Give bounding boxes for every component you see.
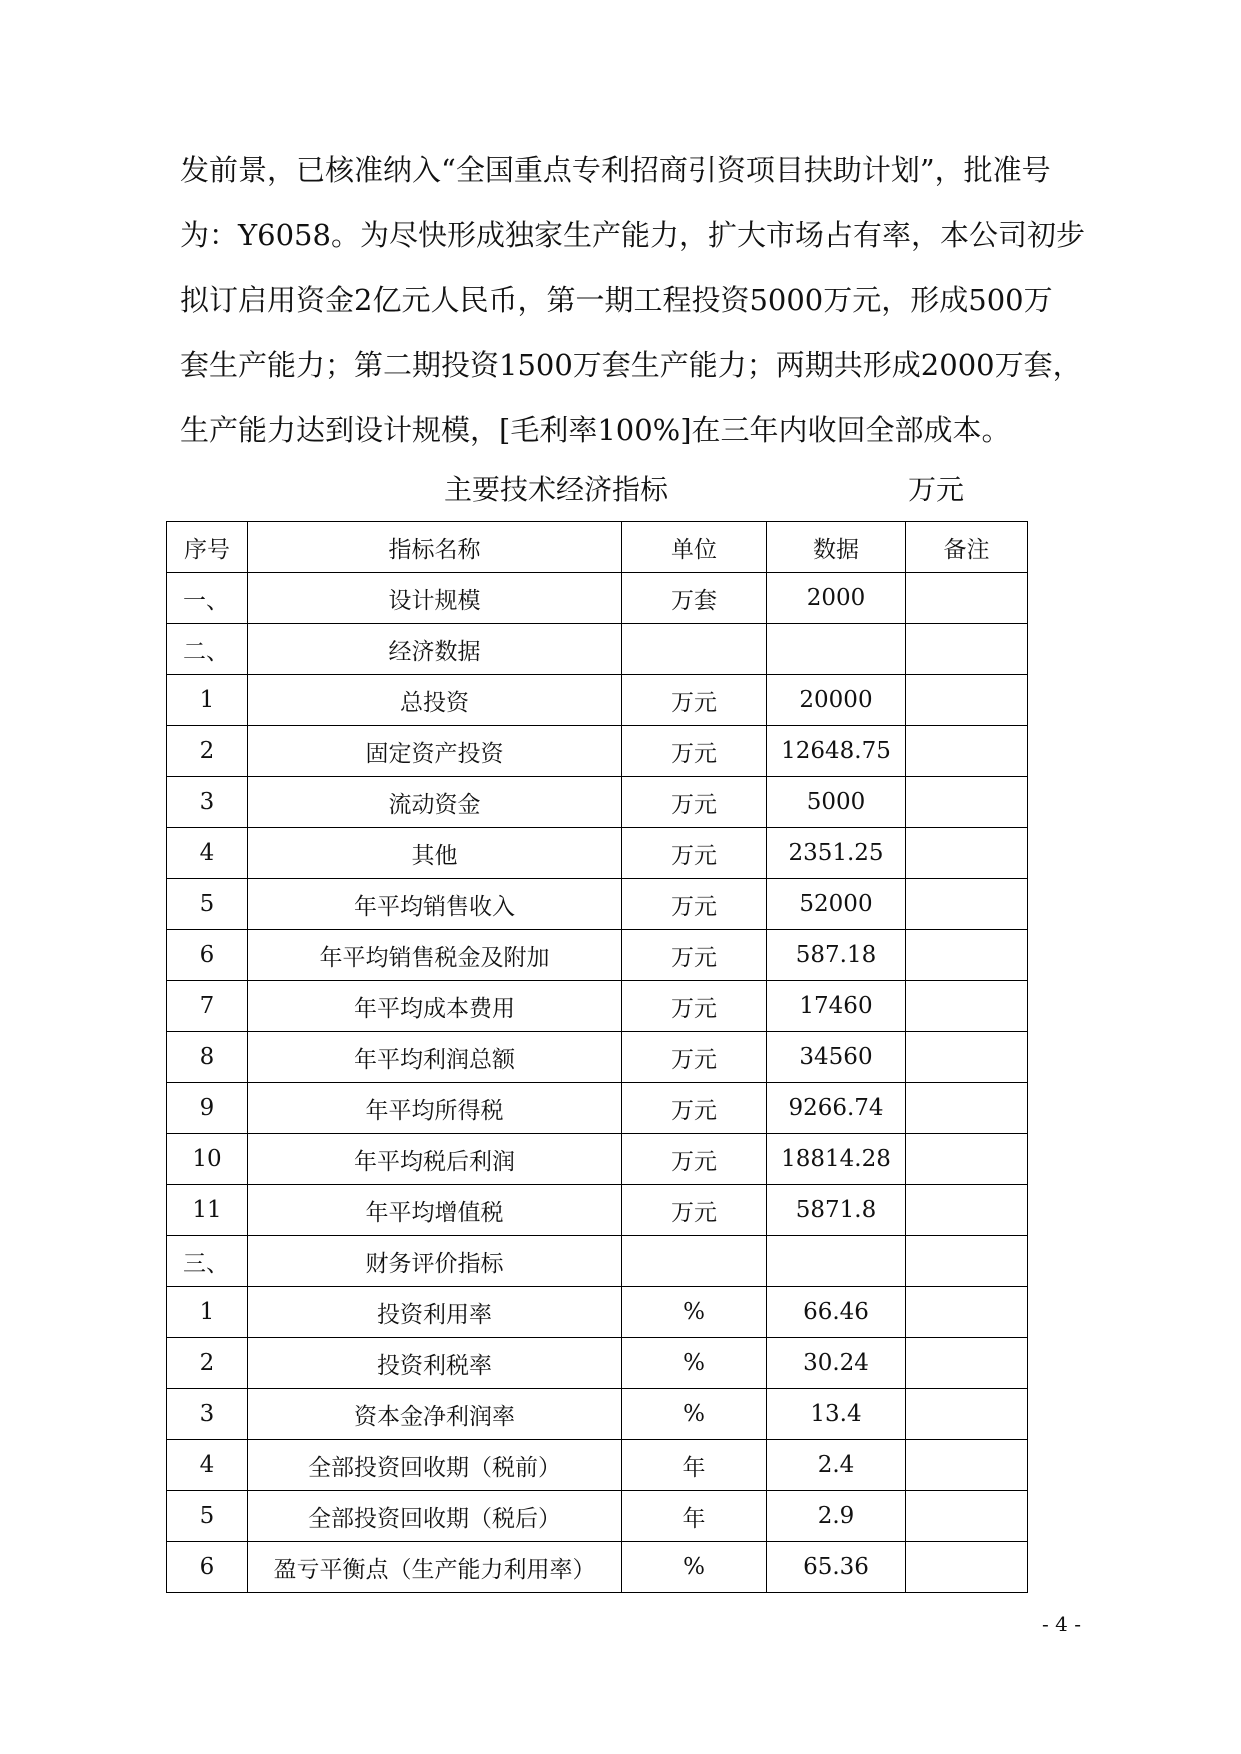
table-header-row bbox=[167, 522, 1028, 573]
paragraph-line: 套生产能力；第二期投资1500万套生产能力；两期共形成2000万套， bbox=[180, 348, 1082, 382]
cell-unit: % bbox=[622, 1338, 767, 1389]
table-row bbox=[167, 1491, 1028, 1542]
table-row bbox=[167, 1236, 1028, 1287]
paragraph-line: 拟订启用资金2亿元人民币，第一期工程投资5000万元，形成500万 bbox=[180, 283, 1053, 317]
cell-name: 盈亏平衡点（生产能力利用率） bbox=[248, 1542, 622, 1593]
cell-value: 18814.28 bbox=[767, 1134, 906, 1185]
table-row bbox=[167, 930, 1028, 981]
cell-name: 资本金净利润率 bbox=[248, 1389, 622, 1440]
cell-name: 固定资产投资 bbox=[248, 726, 622, 777]
cell-note bbox=[906, 1032, 1028, 1083]
cell-seq: 1 bbox=[167, 1287, 248, 1338]
cell-name: 年平均销售税金及附加 bbox=[248, 930, 622, 981]
cell-value: 66.46 bbox=[767, 1287, 906, 1338]
cell-unit: 万元 bbox=[622, 726, 767, 777]
cell-name: 投资利税率 bbox=[248, 1338, 622, 1389]
page-number: - 4 - bbox=[1042, 1612, 1081, 1636]
table-caption: 主要技术经济指标 bbox=[444, 473, 669, 506]
table-row bbox=[167, 726, 1028, 777]
cell-name: 年平均所得税 bbox=[248, 1083, 622, 1134]
cell-note bbox=[906, 624, 1028, 675]
paragraph-line: 为：Y6058。为尽快形成独家生产能力，扩大市场占有率，本公司初步 bbox=[180, 218, 1085, 252]
cell-seq: 4 bbox=[167, 1440, 248, 1491]
cell-note bbox=[906, 1491, 1028, 1542]
table-row bbox=[167, 1338, 1028, 1389]
cell-name: 其他 bbox=[248, 828, 622, 879]
cell-value: 65.36 bbox=[767, 1542, 906, 1593]
cell-seq: 2 bbox=[167, 1338, 248, 1389]
cell-seq: 9 bbox=[167, 1083, 248, 1134]
cell-unit: 万元 bbox=[622, 981, 767, 1032]
cell-unit: 年 bbox=[622, 1491, 767, 1542]
cell-value: 2351.25 bbox=[767, 828, 906, 879]
header-name: 指标名称 bbox=[248, 522, 622, 573]
cell-note bbox=[906, 1236, 1028, 1287]
cell-value: 20000 bbox=[767, 675, 906, 726]
indicators-table bbox=[166, 521, 1028, 1593]
cell-unit: 万元 bbox=[622, 828, 767, 879]
cell-note bbox=[906, 1389, 1028, 1440]
cell-seq: 一、 bbox=[167, 573, 248, 624]
cell-name: 总投资 bbox=[248, 675, 622, 726]
header-note: 备注 bbox=[906, 522, 1028, 573]
cell-unit: 万元 bbox=[622, 879, 767, 930]
cell-seq: 11 bbox=[167, 1185, 248, 1236]
table-row bbox=[167, 624, 1028, 675]
table-row bbox=[167, 1440, 1028, 1491]
table-row bbox=[167, 879, 1028, 930]
cell-name: 年平均销售收入 bbox=[248, 879, 622, 930]
cell-value: 30.24 bbox=[767, 1338, 906, 1389]
cell-name: 流动资金 bbox=[248, 777, 622, 828]
table-row bbox=[167, 1542, 1028, 1593]
header-value: 数据 bbox=[767, 522, 906, 573]
cell-note bbox=[906, 726, 1028, 777]
table-row bbox=[167, 1389, 1028, 1440]
cell-seq: 3 bbox=[167, 777, 248, 828]
table-row bbox=[167, 1185, 1028, 1236]
cell-note bbox=[906, 1338, 1028, 1389]
cell-note bbox=[906, 981, 1028, 1032]
table-row bbox=[167, 1287, 1028, 1338]
cell-seq: 3 bbox=[167, 1389, 248, 1440]
cell-name: 投资利用率 bbox=[248, 1287, 622, 1338]
table-unit-caption: 万元 bbox=[908, 473, 965, 506]
header-unit: 单位 bbox=[622, 522, 767, 573]
cell-seq: 5 bbox=[167, 1491, 248, 1542]
cell-name: 全部投资回收期（税后） bbox=[248, 1491, 622, 1542]
table-row bbox=[167, 573, 1028, 624]
cell-note bbox=[906, 1440, 1028, 1491]
header-seq: 序号 bbox=[167, 522, 248, 573]
cell-value: 34560 bbox=[767, 1032, 906, 1083]
cell-seq: 6 bbox=[167, 930, 248, 981]
cell-note bbox=[906, 1134, 1028, 1185]
cell-unit: 万元 bbox=[622, 777, 767, 828]
cell-name: 年平均成本费用 bbox=[248, 981, 622, 1032]
cell-value: 13.4 bbox=[767, 1389, 906, 1440]
cell-note bbox=[906, 1185, 1028, 1236]
table-row bbox=[167, 828, 1028, 879]
cell-value: 5000 bbox=[767, 777, 906, 828]
table-row bbox=[167, 675, 1028, 726]
table-row bbox=[167, 1134, 1028, 1185]
cell-name: 年平均税后利润 bbox=[248, 1134, 622, 1185]
cell-unit: 万元 bbox=[622, 1185, 767, 1236]
cell-unit: 万元 bbox=[622, 1134, 767, 1185]
cell-seq: 二、 bbox=[167, 624, 248, 675]
cell-value: 5871.8 bbox=[767, 1185, 906, 1236]
cell-seq: 6 bbox=[167, 1542, 248, 1593]
cell-value: 2000 bbox=[767, 573, 906, 624]
cell-value: 52000 bbox=[767, 879, 906, 930]
cell-name: 年平均利润总额 bbox=[248, 1032, 622, 1083]
cell-seq: 8 bbox=[167, 1032, 248, 1083]
cell-unit: 万套 bbox=[622, 573, 767, 624]
paragraph-line: 生产能力达到设计规模，[毛利率100%]在三年内收回全部成本。 bbox=[180, 413, 1011, 447]
cell-value: 2.4 bbox=[767, 1440, 906, 1491]
cell-name: 经济数据 bbox=[248, 624, 622, 675]
cell-note bbox=[906, 1287, 1028, 1338]
cell-seq: 2 bbox=[167, 726, 248, 777]
cell-unit: 年 bbox=[622, 1440, 767, 1491]
cell-unit: % bbox=[622, 1542, 767, 1593]
cell-value: 17460 bbox=[767, 981, 906, 1032]
cell-note bbox=[906, 828, 1028, 879]
cell-seq: 4 bbox=[167, 828, 248, 879]
cell-seq: 三、 bbox=[167, 1236, 248, 1287]
cell-name: 财务评价指标 bbox=[248, 1236, 622, 1287]
cell-note bbox=[906, 930, 1028, 981]
table-row bbox=[167, 981, 1028, 1032]
cell-note bbox=[906, 573, 1028, 624]
cell-note bbox=[906, 879, 1028, 930]
cell-note bbox=[906, 777, 1028, 828]
table-row bbox=[167, 1032, 1028, 1083]
cell-value: 9266.74 bbox=[767, 1083, 906, 1134]
table-row bbox=[167, 1083, 1028, 1134]
cell-seq: 10 bbox=[167, 1134, 248, 1185]
cell-value bbox=[767, 1236, 906, 1287]
cell-seq: 7 bbox=[167, 981, 248, 1032]
table-row bbox=[167, 777, 1028, 828]
cell-unit: % bbox=[622, 1389, 767, 1440]
cell-unit: 万元 bbox=[622, 930, 767, 981]
cell-unit: % bbox=[622, 1287, 767, 1338]
cell-note bbox=[906, 1542, 1028, 1593]
cell-value: 2.9 bbox=[767, 1491, 906, 1542]
paragraph-line: 发前景，已核准纳入“全国重点专利招商引资项目扶助计划”，批准号 bbox=[180, 153, 1051, 187]
cell-unit bbox=[622, 624, 767, 675]
cell-name: 全部投资回收期（税前） bbox=[248, 1440, 622, 1491]
cell-seq: 5 bbox=[167, 879, 248, 930]
cell-name: 年平均增值税 bbox=[248, 1185, 622, 1236]
cell-note bbox=[906, 675, 1028, 726]
cell-value: 587.18 bbox=[767, 930, 906, 981]
cell-unit: 万元 bbox=[622, 675, 767, 726]
cell-name: 设计规模 bbox=[248, 573, 622, 624]
cell-value: 12648.75 bbox=[767, 726, 906, 777]
body-paragraph bbox=[180, 138, 1085, 463]
cell-value bbox=[767, 624, 906, 675]
cell-note bbox=[906, 1083, 1028, 1134]
cell-seq: 1 bbox=[167, 675, 248, 726]
cell-unit bbox=[622, 1236, 767, 1287]
cell-unit: 万元 bbox=[622, 1032, 767, 1083]
cell-unit: 万元 bbox=[622, 1083, 767, 1134]
